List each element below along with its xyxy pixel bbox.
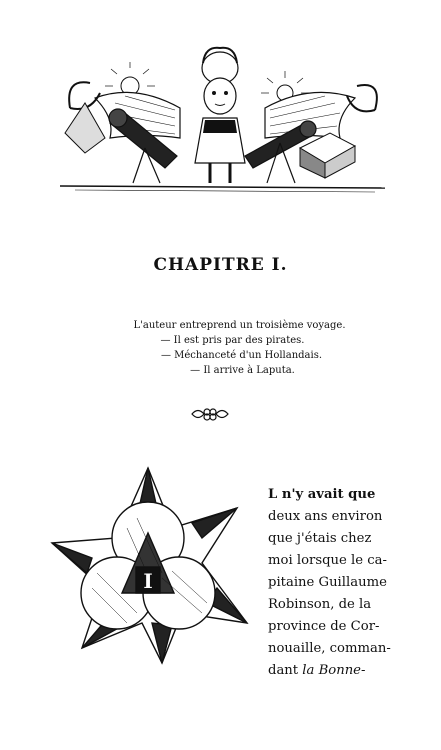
header-illustration [55, 38, 390, 198]
chapter-summary [0, 318, 441, 378]
body-line: nouaille, comman- [268, 641, 391, 656]
summary-line: — Il est pris par des pirates. [160, 335, 305, 346]
body-line: province de Cor- [268, 619, 380, 634]
decorated-initial [42, 463, 254, 673]
drop-cap-letter: I [143, 569, 153, 593]
body-line: moi lorsque le ca- [268, 553, 387, 568]
summary-line: — Méchanceté d'un Hollandais. [160, 350, 323, 361]
body-line-text: dant [268, 663, 303, 678]
summary-line: — Il arrive à Laputa. [190, 365, 295, 376]
chapter-title: CHAPITRE I. [153, 255, 288, 275]
fleuron-ornament [190, 404, 230, 424]
body-text [268, 484, 391, 682]
body-line: deux ans environ [268, 509, 383, 524]
body-line: L n'y avait que [268, 487, 376, 502]
body-line: Robinson, de la [268, 597, 372, 612]
body-line: que j'étais chez [268, 531, 372, 546]
summary-line: L'auteur entreprend un troisième voyage. [133, 320, 346, 331]
body-line: pitaine Guillaume [268, 575, 387, 590]
ship-name-italic: la Bonne- [302, 663, 366, 678]
body-line-last [268, 660, 373, 682]
